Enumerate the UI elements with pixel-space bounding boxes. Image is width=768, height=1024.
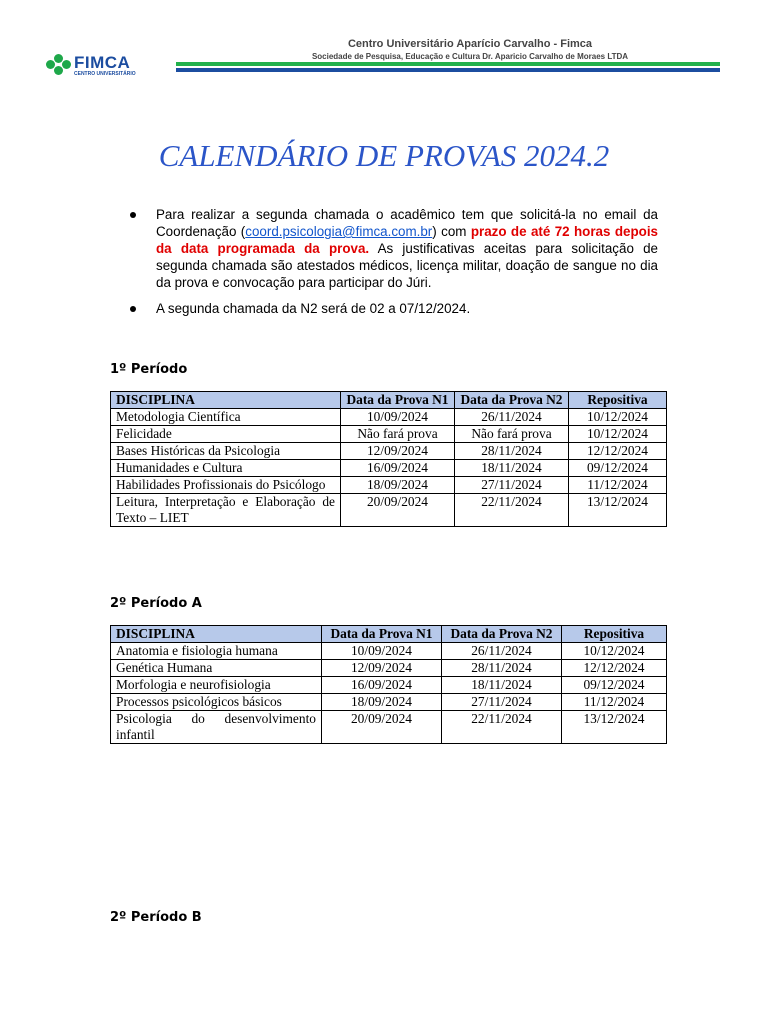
discipline-cell: Morfologia e neurofisiologia (111, 677, 322, 694)
n1-date-cell: 12/09/2024 (341, 443, 455, 460)
n2-date-cell: 26/11/2024 (455, 409, 569, 426)
n1-date-cell: 18/09/2024 (322, 694, 442, 711)
note-text: A segunda chamada da N2 será de 02 a 07/12/2024. (156, 301, 471, 316)
period-1-table (110, 391, 667, 527)
period-2a-table (110, 625, 667, 744)
table-row (111, 694, 667, 711)
n2-date-cell: Não fará prova (455, 426, 569, 443)
n2-date-cell: 18/11/2024 (455, 460, 569, 477)
column-header: Data da Prova N1 (341, 392, 455, 409)
n1-date-cell: 20/09/2024 (341, 494, 455, 527)
table-row (111, 426, 667, 443)
repositiva-date-cell: 10/12/2024 (569, 409, 667, 426)
fimca-logo (46, 54, 136, 76)
discipline-cell: Anatomia e fisiologia humana (111, 643, 322, 660)
bullet-icon (130, 212, 136, 218)
column-header: Data da Prova N1 (322, 626, 442, 643)
repositiva-date-cell: 10/12/2024 (569, 426, 667, 443)
clover-icon (46, 54, 72, 76)
table-row (111, 409, 667, 426)
column-header: DISCIPLINA (111, 626, 322, 643)
email-link[interactable]: coord.psicologia@fimca.com.br (245, 224, 433, 239)
header-titles (260, 38, 680, 61)
table-row (111, 460, 667, 477)
discipline-cell: Genética Humana (111, 660, 322, 677)
bullet-icon (130, 306, 136, 312)
column-header: Data da Prova N2 (442, 626, 562, 643)
discipline-cell: Leitura, Interpretação e Elaboração de Texto – LIET (111, 494, 341, 527)
n2-date-cell: 22/11/2024 (455, 494, 569, 527)
repositiva-date-cell: 09/12/2024 (569, 460, 667, 477)
table-row (111, 443, 667, 460)
logo-subtext: CENTRO UNIVERSITÁRIO (74, 70, 136, 77)
institution-name: Centro Universitário Aparício Carvalho - Fimca (347, 38, 593, 50)
n2-date-cell: 28/11/2024 (455, 443, 569, 460)
n2-date-cell: 27/11/2024 (455, 477, 569, 494)
table-row (111, 494, 667, 527)
n1-date-cell: 12/09/2024 (322, 660, 442, 677)
n2-date-cell: 22/11/2024 (442, 711, 562, 744)
repositiva-date-cell: 11/12/2024 (569, 477, 667, 494)
repositiva-date-cell: 09/12/2024 (562, 677, 667, 694)
n1-date-cell: 10/09/2024 (322, 643, 442, 660)
note-text: As justificativas aceitas para solicitação de segunda chamada são atestados médicos, licença militar, doação de sangue no dia da prova e convocação para participar do Júri. (156, 241, 658, 290)
table-header-row (111, 392, 667, 409)
n2-date-cell: 28/11/2024 (442, 660, 562, 677)
n2-date-cell: 18/11/2024 (442, 677, 562, 694)
deadline-highlight: prazo de até 72 horas depois da data programada da prova. (156, 224, 658, 256)
n1-date-cell: 10/09/2024 (341, 409, 455, 426)
table-row (111, 711, 667, 744)
repositiva-date-cell: 12/12/2024 (569, 443, 667, 460)
logo-text: FIMCA (74, 52, 131, 72)
period-2b-heading: 2º Período B (110, 910, 202, 925)
table-header-row (111, 626, 667, 643)
note-second-call (130, 206, 658, 291)
discipline-cell: Psicologia do desenvolvimento infantil (111, 711, 322, 744)
discipline-cell: Felicidade (111, 426, 341, 443)
table-row (111, 677, 667, 694)
n1-date-cell: 16/09/2024 (322, 677, 442, 694)
table-row (111, 643, 667, 660)
table-row (111, 477, 667, 494)
n2-date-cell: 26/11/2024 (442, 643, 562, 660)
notes-list (130, 206, 658, 317)
repositiva-date-cell: 13/12/2024 (562, 711, 667, 744)
society-name: Sociedade de Pesquisa, Educação e Cultura Dr. Aparicio Carvalho de Moraes LTDA (311, 52, 629, 61)
n1-date-cell: 16/09/2024 (341, 460, 455, 477)
table-row (111, 660, 667, 677)
note-n2-dates (130, 300, 658, 317)
repositiva-date-cell: 10/12/2024 (562, 643, 667, 660)
note-text: ) com (432, 224, 471, 239)
discipline-cell: Bases Históricas da Psicologia (111, 443, 341, 460)
page-title: CALENDÁRIO DE PROVAS 2024.2 (158, 138, 610, 173)
note-text: Para realizar a segunda chamada o acadêmico tem que solicitá-la no email da Coordenação ( (156, 207, 658, 239)
column-header: DISCIPLINA (111, 392, 341, 409)
n1-date-cell: Não fará prova (341, 426, 455, 443)
column-header: Repositiva (569, 392, 667, 409)
period-2a-heading: 2º Período A (110, 596, 202, 611)
header-green-bar (176, 62, 720, 66)
discipline-cell: Humanidades e Cultura (111, 460, 341, 477)
discipline-cell: Metodologia Científica (111, 409, 341, 426)
repositiva-date-cell: 11/12/2024 (562, 694, 667, 711)
column-header: Data da Prova N2 (455, 392, 569, 409)
n1-date-cell: 20/09/2024 (322, 711, 442, 744)
n2-date-cell: 27/11/2024 (442, 694, 562, 711)
discipline-cell: Processos psicológicos básicos (111, 694, 322, 711)
column-header: Repositiva (562, 626, 667, 643)
repositiva-date-cell: 12/12/2024 (562, 660, 667, 677)
n1-date-cell: 18/09/2024 (341, 477, 455, 494)
repositiva-date-cell: 13/12/2024 (569, 494, 667, 527)
period-1-heading: 1º Período (110, 362, 188, 377)
discipline-cell: Habilidades Profissionais do Psicólogo (111, 477, 341, 494)
header-blue-bar (176, 68, 720, 72)
